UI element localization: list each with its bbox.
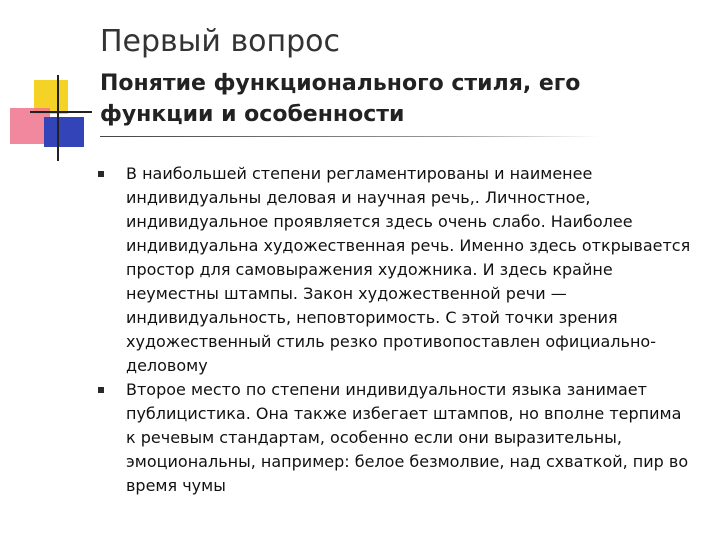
slide-title: Первый вопрос [100,24,340,59]
bullet-text: В наибольшей степени регламентированы и наименее индивидуальны деловая и научная речь,. Личностное, индивидуальное проявляется здесь очень слабо. Наиболее индивидуальна художественная речь. Именно здесь открывается простор для самовыражения художника. И здесь крайне неуместны штампы. Закон художественной речи — индивидуальность, неповторимость. С этой точки зрения художественный стиль резко противопоставлен официально-деловому [126,164,691,375]
slide-subtitle: Понятие функционального стиля, его функции и особенности [100,71,581,127]
bullet-item [96,378,696,498]
decorative-logo [0,0,100,170]
square-bullet-icon [98,387,104,393]
bullet-item [96,162,696,378]
horizontal-line-decoration [30,111,92,113]
blue-square-decoration [44,117,84,147]
bullet-list [96,162,696,498]
title-divider [100,136,600,137]
vertical-line-decoration [57,75,59,161]
bullet-text: Второе место по степени индивидуальности языка занимает публицистика. Она также избегает штампов, но вполне терпима к речевым стандартам, особенно если они выразительны, эмоциональны, например: белое безмолвие, над схваткой, пир во время чумы [126,380,689,495]
square-bullet-icon [98,171,104,177]
